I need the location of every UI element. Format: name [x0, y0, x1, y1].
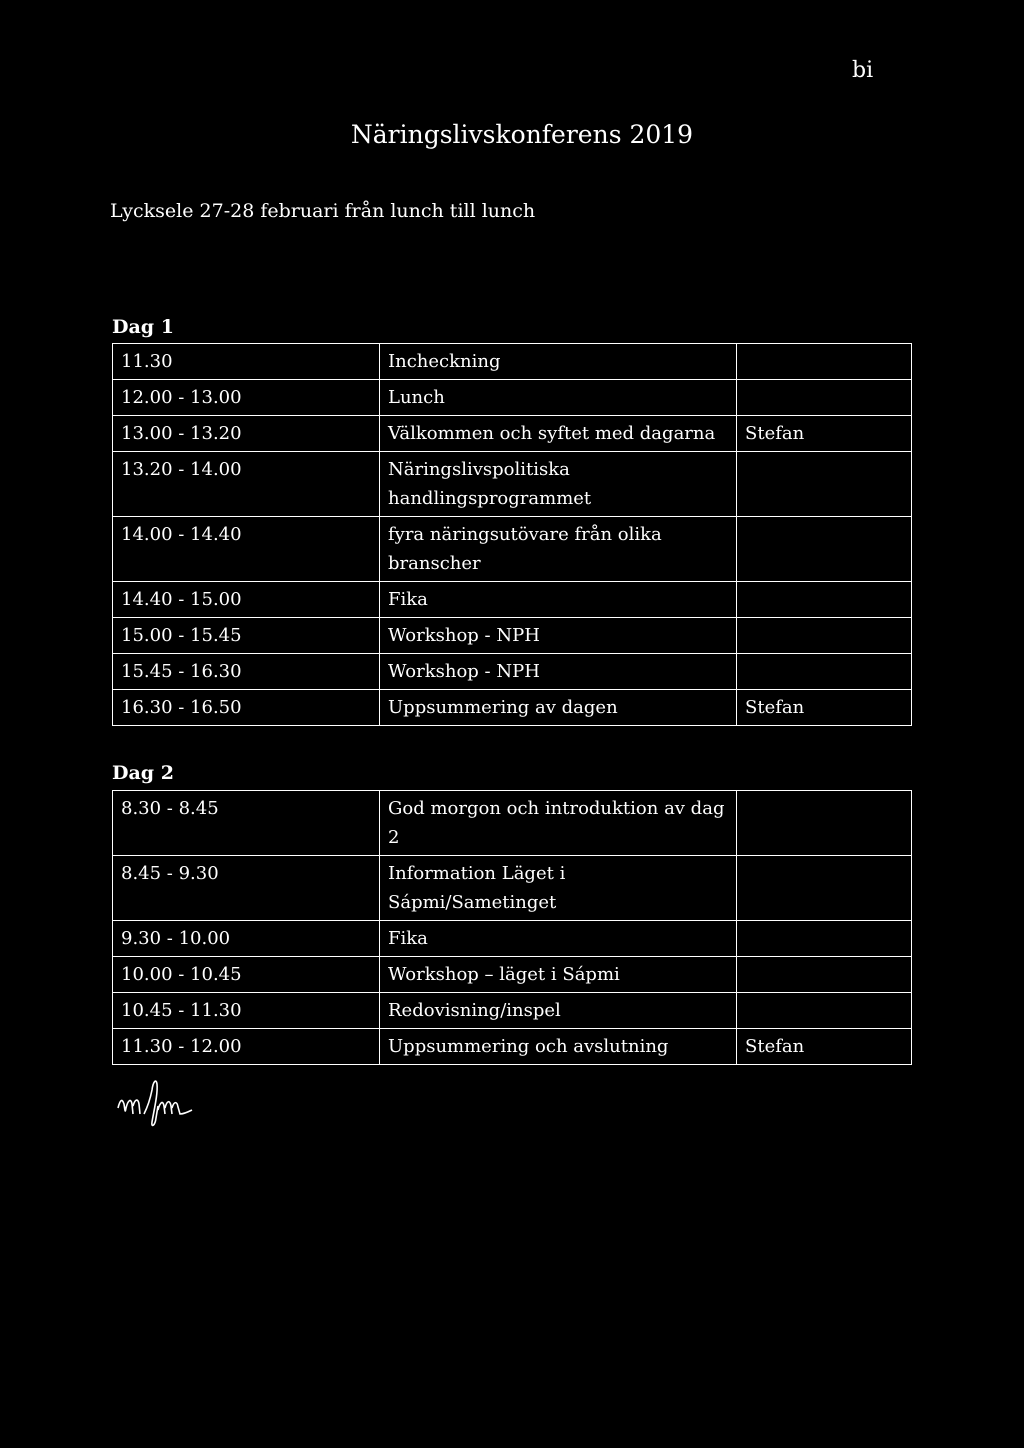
table-row: [113, 452, 912, 517]
time-cell: 8.30 - 8.45: [113, 791, 380, 856]
person-cell: Stefan: [737, 416, 912, 452]
day1-heading: Dag 1: [112, 316, 174, 338]
activity-cell: Uppsummering av dagen: [380, 690, 737, 726]
person-cell: [737, 380, 912, 416]
table-row: [113, 517, 912, 582]
person-cell: [737, 517, 912, 582]
table-row: [113, 344, 912, 380]
activity-cell: Workshop - NPH: [380, 654, 737, 690]
person-cell: [737, 957, 912, 993]
time-cell: 11.30 - 12.00: [113, 1029, 380, 1065]
time-cell: 13.00 - 13.20: [113, 416, 380, 452]
table-row: [113, 993, 912, 1029]
person-cell: Stefan: [737, 690, 912, 726]
activity-cell: Välkommen och syftet med dagarna: [380, 416, 737, 452]
table-row: [113, 582, 912, 618]
activity-cell: Incheckning: [380, 344, 737, 380]
time-cell: 11.30: [113, 344, 380, 380]
time-cell: 10.00 - 10.45: [113, 957, 380, 993]
table-row: [113, 921, 912, 957]
table-row: [113, 416, 912, 452]
person-cell: Stefan: [737, 1029, 912, 1065]
activity-cell: Fika: [380, 921, 737, 957]
person-cell: [737, 654, 912, 690]
table-row: [113, 690, 912, 726]
activity-cell: Information Läget i Sápmi/Sametinget: [380, 856, 737, 921]
time-cell: 9.30 - 10.00: [113, 921, 380, 957]
person-cell: [737, 856, 912, 921]
time-cell: 15.45 - 16.30: [113, 654, 380, 690]
person-cell: [737, 452, 912, 517]
activity-cell: Fika: [380, 582, 737, 618]
person-cell: [737, 618, 912, 654]
person-cell: [737, 921, 912, 957]
day1-schedule-table: [112, 343, 912, 726]
activity-cell: Workshop – läget i Sápmi: [380, 957, 737, 993]
handwritten-signature: [114, 1070, 224, 1134]
activity-cell: Lunch: [380, 380, 737, 416]
table-row: [113, 618, 912, 654]
table-row: [113, 791, 912, 856]
activity-cell: God morgon och introduktion av dag 2: [380, 791, 737, 856]
time-cell: 10.45 - 11.30: [113, 993, 380, 1029]
table-row: [113, 856, 912, 921]
person-cell: [737, 993, 912, 1029]
person-cell: [737, 791, 912, 856]
activity-cell: fyra näringsutövare från olika branscher: [380, 517, 737, 582]
day2-schedule-table: [112, 790, 912, 1065]
time-cell: 12.00 - 13.00: [113, 380, 380, 416]
table-row: [113, 654, 912, 690]
corner-mark: bi: [852, 58, 874, 83]
activity-cell: Workshop - NPH: [380, 618, 737, 654]
table-row: [113, 380, 912, 416]
page-title: Näringslivskonferens 2019: [350, 120, 694, 149]
time-cell: 14.00 - 14.40: [113, 517, 380, 582]
time-cell: 16.30 - 16.50: [113, 690, 380, 726]
table-row: [113, 957, 912, 993]
page-subtitle: Lycksele 27-28 februari från lunch till lunch: [110, 200, 536, 222]
activity-cell: Redovisning/inspel: [380, 993, 737, 1029]
time-cell: 13.20 - 14.00: [113, 452, 380, 517]
activity-cell: Näringslivspolitiska handlingsprogrammet: [380, 452, 737, 517]
signature-drawing: [114, 1070, 224, 1130]
time-cell: 15.00 - 15.45: [113, 618, 380, 654]
time-cell: 14.40 - 15.00: [113, 582, 380, 618]
time-cell: 8.45 - 9.30: [113, 856, 380, 921]
person-cell: [737, 582, 912, 618]
activity-cell: Uppsummering och avslutning: [380, 1029, 737, 1065]
table-row: [113, 1029, 912, 1065]
person-cell: [737, 344, 912, 380]
day2-heading: Dag 2: [112, 762, 174, 784]
